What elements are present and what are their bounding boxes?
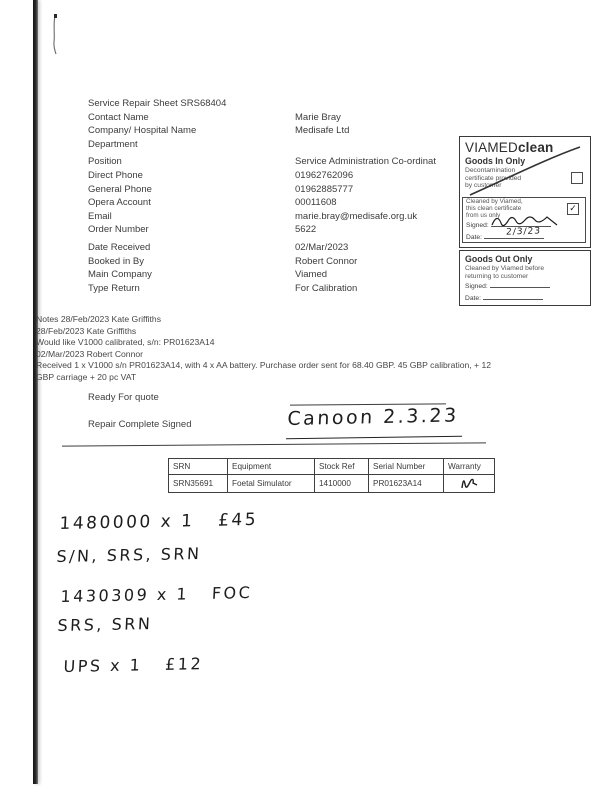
notes-line: Notes 28/Feb/2023 Kate Griffiths [36,314,161,324]
goods-out-signed-row [465,280,590,292]
date-label: Date: [466,233,482,241]
pen-mark [49,13,63,57]
notes-line: Would like V1000 calibrated, s/n: PR01623A14 [36,337,215,348]
field-label: Order Number [88,224,149,236]
field-value: 01962762096 [295,169,354,181]
field-label: Email [88,210,112,222]
handwritten-line-ups-price: UPS x 1 £12 [63,654,204,677]
field-label: Main Company [88,269,152,281]
field-label: Contact Name [88,111,149,123]
field-value: marie.bray@medisafe.org.uk [295,210,418,222]
goods-in-title: Goods In Only [465,156,526,166]
handwritten-line-price-1480000: 1480000 x 1 £45 [59,509,259,535]
signed-label: Signed: [466,222,489,229]
cell-equipment: Foetal Simulator [228,475,315,493]
signed-label: Signed: [465,283,488,291]
field-value: Medisafe Ltd [295,125,350,137]
notes-line: Received 1 x V1000 s/n PR01623A14, with 4 x AA battery. Purchase order sent for 68.40 GBP. 45 GBP calibration, + 12 [36,360,492,371]
viamedclean-goods-in-stamp [459,136,591,248]
date-label: Date: [465,294,481,302]
col-header-serial-number: Serial Number [369,459,444,475]
goods-out-title: Goods Out Only [465,254,533,264]
table-header-row [169,459,495,475]
signed-line [490,280,550,288]
field-value: For Calibration [295,282,358,294]
notes-line: 28/Feb/2023 Kate Griffiths [36,325,137,336]
signature-underline [286,436,462,439]
field-value: Service Administration Co-ordinat [295,156,436,168]
field-value: 02/Mar/2023 [295,241,349,253]
goods-in-desc-line: by customer [465,182,502,190]
notes-line: 02/Mar/2023 Robert Connor [36,348,144,359]
field-label: Direct Phone [88,169,143,181]
cleaned-by-desc-line: from us only [466,212,501,219]
handwritten-line-sn-srs-srn: S/N, SRS, SRN [56,543,202,567]
field-value: Viamed [295,269,328,281]
field-value: Robert Connor [295,255,358,267]
field-label: Company/ Hospital Name [88,125,197,137]
field-value: Marie Bray [295,111,341,123]
col-header-equipment: Equipment [228,459,315,475]
notes-line: GBP carriage + 20 pc VAT [36,371,137,382]
cleaned-by-desc-line: Cleaned by Viamed, [466,198,523,205]
field-label: Booked in By [88,255,144,267]
ready-for-quote-label: Ready For quote [88,392,159,403]
warranty-scribble-n [459,476,479,492]
field-label: Opera Account [88,197,151,209]
cleaned-by-desc-line: this clean certificate [466,205,522,212]
page-title: Service Repair Sheet SRS68404 [88,98,227,109]
table-row [169,475,495,493]
col-header-stock-ref: Stock Ref [315,459,369,475]
repair-complete-signed-label: Repair Complete Signed [88,419,192,430]
field-value: 00011608 [295,197,337,209]
scan-edge-shadow [33,0,38,784]
notes-block [36,314,584,384]
repair-complete-signature-handwritten: Canoon 2.3.23 [286,404,460,431]
field-value: 5622 [295,224,317,236]
cleaned-by-viamed-box [462,197,586,243]
section-divider-line [62,442,486,446]
goods-in-desc-line: Decontamination [465,167,516,174]
field-label: General Phone [88,183,152,195]
cell-srn: SRN35691 [169,475,228,493]
field-row [88,111,588,125]
goods-out-date-row [465,292,590,304]
cell-serial-number: PR01623A14 [369,475,444,493]
col-header-warranty: Warranty [444,459,495,475]
col-header-srn: SRN [169,459,228,475]
handwritten-line-1430309-foc: 1430309 x 1 FOC [60,582,253,607]
field-label: Type Return [88,282,140,294]
stamp-date-handwritten: 2/3/23 [505,225,542,238]
cleaned-by-viamed-checkbox-checked: ✓ [567,203,579,215]
goods-out-desc-line: returning to customer [465,272,529,280]
date-line [483,292,543,300]
viamedclean-logo: VIAMEDclean [465,140,554,155]
goods-out-stamp [459,250,591,306]
goods-out-desc-line: Cleaned by Viamed before [465,265,545,272]
equipment-table [168,458,495,493]
field-label: Date Received [88,241,151,253]
field-value: 01962885777 [295,183,354,195]
goods-in-desc-line: certificate provided [465,174,522,182]
pen-strike [466,143,584,199]
field-label: Position [88,156,122,168]
handwritten-line-srs-srn: SRS, SRN [57,614,153,636]
cell-stock-ref: 1410000 [315,475,369,493]
field-label: Department [88,138,138,150]
cell-warranty-handwritten [444,475,495,493]
